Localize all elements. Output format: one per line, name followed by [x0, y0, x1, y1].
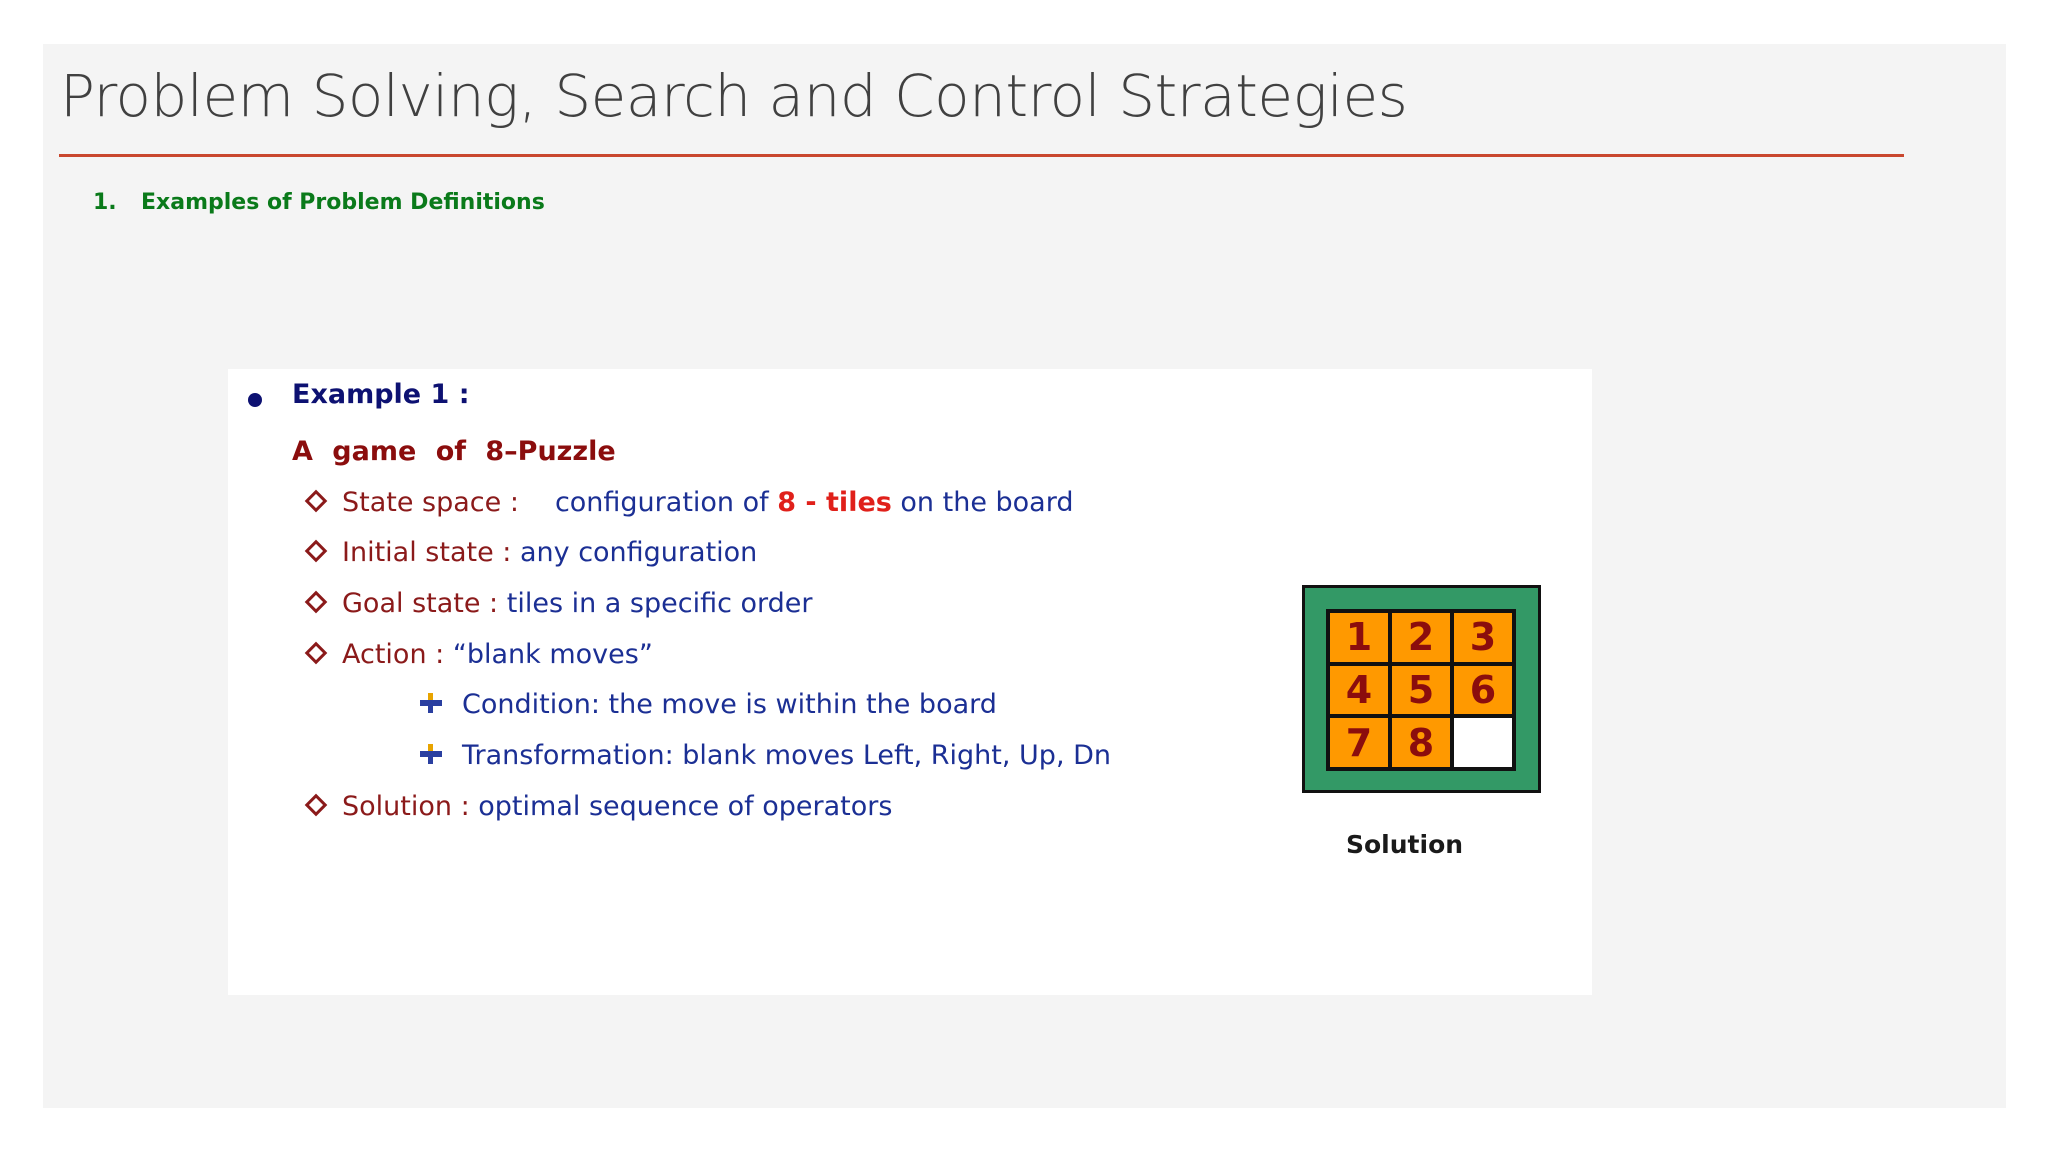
item-label: State space : [342, 487, 519, 518]
puzzle-tile: 1 [1330, 613, 1388, 662]
puzzle-tile: 7 [1330, 718, 1388, 767]
list-item-initial-state [308, 537, 757, 568]
item-label: Action : [342, 639, 445, 670]
section-heading [93, 190, 545, 215]
slide-title: Problem Solving, Search and Control Strategies [60, 62, 1408, 130]
puzzle-grid [1326, 609, 1516, 771]
puzzle-board [1302, 585, 1541, 793]
item-emphasis: 8 - tiles [777, 487, 892, 518]
list-item-solution [308, 791, 892, 822]
item-label: Solution : [342, 791, 470, 822]
diamond-bullet-icon [305, 590, 328, 613]
diamond-bullet-icon [305, 539, 328, 562]
title-divider [59, 154, 1904, 157]
list-item-action [308, 639, 653, 670]
item-label: Initial state : [342, 537, 512, 568]
puzzle-tile: 6 [1454, 666, 1512, 715]
puzzle-tile: 2 [1392, 613, 1450, 662]
puzzle-tile: 8 [1392, 718, 1450, 767]
item-text-tail: on the board [891, 487, 1074, 518]
diamond-bullet-icon [305, 641, 328, 664]
puzzle-blank-tile [1454, 718, 1512, 767]
sub-item-transformation [418, 740, 1111, 771]
item-text: any configuration [519, 537, 758, 568]
item-text: “blank moves” [452, 639, 653, 670]
item-label: Goal state : [342, 588, 499, 619]
plus-bullet-icon [418, 692, 444, 714]
section-heading-text: Examples of Problem Definitions [141, 190, 545, 215]
diamond-bullet-icon [305, 793, 328, 816]
diamond-bullet-icon [305, 489, 328, 512]
list-item-state-space [308, 487, 1074, 518]
list-item-goal-state [308, 588, 813, 619]
bullet-dot-icon [248, 393, 262, 407]
sub-item-text: Condition: the move is within the board [462, 689, 997, 720]
item-text: configuration of [554, 487, 778, 518]
plus-bullet-icon [418, 743, 444, 765]
sub-item-condition [418, 689, 997, 720]
sub-item-text: Transformation: blank moves Left, Right, Up, Dn [462, 740, 1112, 771]
puzzle-caption: Solution [1346, 830, 1464, 859]
example-subheading: A game of 8–Puzzle [292, 436, 616, 467]
item-text: tiles in a specific order [506, 588, 813, 619]
puzzle-tile: 4 [1330, 666, 1388, 715]
example-heading: Example 1 : [292, 379, 470, 410]
puzzle-tile: 5 [1392, 666, 1450, 715]
section-number: 1. [93, 190, 117, 215]
item-text: optimal sequence of operators [478, 791, 893, 822]
puzzle-tile: 3 [1454, 613, 1512, 662]
